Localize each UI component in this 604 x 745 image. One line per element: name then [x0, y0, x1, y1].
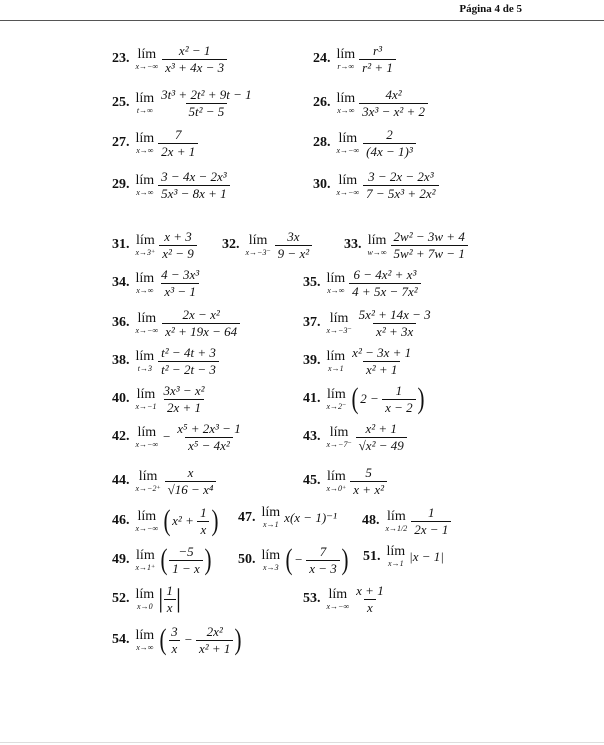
problem-49-denominator: 1 − x — [169, 560, 203, 576]
page-number-label: Página 4 de 5 — [459, 3, 522, 15]
problem-48-limit — [386, 510, 408, 533]
problem-34-numerator: 4 − 3x³ — [161, 267, 200, 282]
problem-35-limit — [327, 272, 346, 295]
problem-42-lim-subscript: x→−∞ — [135, 439, 159, 449]
problem-45-number: 45. — [303, 473, 321, 489]
problem-41-prefix: 2 − — [360, 391, 383, 407]
problem-34-lim-word: lím — [135, 270, 155, 286]
problem-50-lim-word: lím — [261, 547, 281, 563]
problem-48 — [362, 506, 451, 536]
problem-49-limit — [136, 549, 156, 572]
problem-54-lim-word: lím — [135, 627, 155, 643]
problem-45-limit — [327, 470, 347, 493]
problem-27-limit — [136, 132, 155, 155]
problem-50-close-paren: ) — [341, 543, 349, 577]
problem-40-fraction — [160, 384, 207, 414]
problem-27 — [112, 128, 198, 158]
problem-25-denominator: 5t² − 5 — [186, 103, 228, 119]
problem-24-numerator: r³ — [373, 43, 383, 58]
problem-29-fraction — [158, 170, 229, 200]
problem-34-denominator: x³ − 1 — [161, 283, 198, 299]
problem-42 — [112, 422, 244, 452]
problem-50-fraction — [306, 545, 340, 575]
problem-41-numerator: 1 — [395, 383, 403, 398]
problem-29-lim-word: lím — [135, 172, 155, 188]
problem-32-denominator: 9 − x² — [275, 245, 312, 261]
problem-35-number: 35. — [303, 275, 321, 291]
problem-36-limit — [136, 312, 159, 335]
problem-42-limit — [136, 426, 159, 449]
problem-46-denominator: x — [197, 521, 209, 537]
problem-52-lim-word: lím — [135, 586, 155, 602]
problem-26-lim-word: lím — [336, 90, 356, 106]
problem-41-denominator: x − 2 — [382, 399, 416, 415]
problem-42-number: 42. — [112, 429, 130, 445]
problem-49 — [112, 545, 213, 575]
problem-24-denominator: r² + 1 — [359, 59, 396, 75]
problem-39-lim-word: lím — [326, 348, 346, 364]
problem-34-limit — [136, 272, 155, 295]
problem-48-lim-subscript: x→1/2 — [385, 523, 408, 533]
problem-31 — [112, 230, 197, 260]
problem-49-lim-word: lím — [136, 547, 155, 563]
problem-38 — [112, 346, 219, 376]
problem-34 — [112, 268, 202, 298]
problem-44-number: 44. — [112, 473, 130, 489]
problem-37-numerator: 5x² + 14x − 3 — [358, 307, 431, 322]
problem-28-numerator: 2 — [386, 127, 393, 142]
problem-47-expression: x(x − 1)⁻¹ — [284, 509, 337, 525]
problem-44-limit — [136, 470, 161, 493]
problem-43-fraction — [356, 422, 407, 452]
problem-35-fraction — [349, 268, 420, 298]
problem-29-denominator: 5x³ − 8x + 1 — [158, 185, 229, 201]
problem-54 — [112, 625, 243, 655]
problem-40 — [112, 384, 208, 414]
problem-43-lim-word: lím — [329, 424, 349, 440]
problem-37-lim-subscript: x→−3⁻ — [326, 325, 352, 335]
problem-31-limit — [136, 234, 156, 257]
problem-42-numerator: x⁵ + 2x³ − 1 — [177, 421, 241, 436]
problem-45-fraction — [350, 466, 387, 496]
problem-27-lim-word: lím — [135, 130, 155, 146]
problem-53-lim-word: lím — [328, 586, 348, 602]
problem-44-lim-subscript: x→−2⁺ — [135, 483, 161, 493]
problem-34-lim-subscript: x→∞ — [136, 285, 154, 295]
problem-53 — [303, 584, 387, 614]
problem-44 — [112, 466, 216, 496]
problem-36 — [112, 308, 240, 338]
problem-44-denominator: √16 − x⁴ — [165, 481, 217, 497]
problem-25-fraction — [158, 88, 254, 118]
problem-39-numerator: x² − 3x + 1 — [352, 345, 412, 360]
problem-29-limit — [136, 174, 155, 197]
problem-49-numerator: −5 — [178, 544, 194, 559]
problem-35 — [303, 268, 421, 298]
problem-33-denominator: 5w² + 7w − 1 — [391, 245, 468, 261]
problem-50 — [238, 545, 350, 575]
problem-27-fraction — [158, 128, 198, 158]
problem-23-lim-subscript: x→−∞ — [135, 61, 159, 71]
problem-30-number: 30. — [313, 177, 331, 193]
problem-35-numerator: 6 − 4x² + x³ — [353, 267, 417, 282]
problem-50-lim-subscript: x→3 — [263, 562, 279, 572]
problem-46-lim-subscript: x→−∞ — [135, 523, 159, 533]
problem-39 — [303, 346, 414, 376]
problem-39-number: 39. — [303, 353, 321, 369]
problem-41-lim-subscript: x→2⁻ — [326, 401, 347, 411]
problem-44-numerator: x — [187, 465, 194, 480]
problem-30-limit — [337, 174, 360, 197]
problem-35-denominator: 4 + 5x − 7x² — [349, 283, 420, 299]
problem-52-close-bar: | — [175, 584, 182, 614]
problem-31-fraction — [159, 230, 196, 260]
problem-47 — [238, 506, 337, 529]
problem-33-lim-word: lím — [367, 232, 387, 248]
problem-24-fraction — [359, 44, 396, 74]
problem-32 — [222, 230, 312, 260]
problem-36-denominator: x² + 19x − 64 — [162, 323, 240, 339]
problem-31-numerator: x + 3 — [164, 229, 192, 244]
problem-52-denominator: x — [164, 599, 176, 615]
problem-53-limit — [327, 588, 350, 611]
problem-30-denominator: 7 − 5x³ + 2x² — [363, 185, 438, 201]
problem-39-limit — [327, 350, 346, 373]
problem-38-denominator: t² − 2t − 3 — [158, 361, 219, 377]
problem-26-denominator: 3x³ − x² + 2 — [359, 103, 428, 119]
problem-52 — [112, 584, 181, 614]
problem-33-limit — [368, 234, 387, 257]
problem-33 — [344, 230, 468, 260]
problem-30-fraction — [363, 170, 438, 200]
problem-50-open-paren: ( — [285, 543, 293, 577]
problem-43-numerator: x² + 1 — [365, 421, 397, 436]
problem-38-lim-word: lím — [135, 348, 155, 364]
problem-24-number: 24. — [313, 51, 331, 67]
problem-34-fraction — [158, 268, 202, 298]
problem-41-lim-word: lím — [327, 386, 346, 402]
bottom-divider — [0, 742, 604, 743]
problem-46-fraction — [197, 506, 210, 536]
problem-25-lim-word: lím — [135, 90, 155, 106]
problem-36-number: 36. — [112, 315, 130, 331]
problem-46-lim-word: lím — [137, 508, 157, 524]
problem-44-lim-word: lím — [138, 468, 158, 484]
problem-27-denominator: 2x + 1 — [158, 143, 198, 159]
problem-49-close-paren: ) — [204, 543, 212, 577]
problem-51-limit — [387, 545, 406, 568]
problem-25-number: 25. — [112, 95, 130, 111]
problem-46-open-paren: ( — [163, 504, 171, 538]
problem-24-limit — [337, 48, 356, 71]
problem-44-fraction — [165, 466, 217, 496]
problem-30-lim-word: lím — [338, 172, 358, 188]
problem-53-numerator: x + 1 — [356, 583, 384, 598]
problem-49-lim-subscript: x→1⁺ — [135, 562, 156, 572]
problem-32-limit — [246, 234, 271, 257]
problem-38-lim-subscript: t→3 — [137, 363, 152, 373]
problem-48-lim-word: lím — [387, 508, 406, 524]
problem-36-numerator: 2x − x² — [182, 307, 220, 322]
problem-30-lim-subscript: x→−∞ — [336, 187, 360, 197]
problem-41-number: 41. — [303, 391, 321, 407]
problem-45-lim-subscript: x→0⁺ — [326, 483, 347, 493]
problem-43-denominator: √x² − 49 — [356, 437, 407, 453]
problem-25-lim-subscript: t→∞ — [136, 105, 153, 115]
problem-33-number: 33. — [344, 237, 362, 253]
problem-39-fraction — [349, 346, 414, 376]
problem-53-denominator: x — [364, 599, 376, 615]
problem-24-lim-word: lím — [336, 46, 356, 62]
problem-31-number: 31. — [112, 237, 130, 253]
problem-46-prefix: x² + — [172, 513, 198, 529]
problem-40-denominator: 2x + 1 — [164, 399, 204, 415]
problem-27-numerator: 7 — [174, 127, 182, 142]
problem-28-lim-word: lím — [338, 130, 358, 146]
problem-37-limit — [327, 312, 352, 335]
problem-31-denominator: x² − 9 — [159, 245, 196, 261]
problem-53-lim-subscript: x→−∞ — [326, 601, 350, 611]
problem-45-denominator: x + x² — [350, 481, 387, 497]
problem-46 — [112, 506, 220, 536]
problem-46-limit — [136, 510, 159, 533]
problem-50-limit — [262, 549, 281, 572]
problem-47-lim-subscript: x→1 — [263, 520, 279, 529]
problem-51-number: 51. — [363, 548, 381, 564]
problem-31-lim-subscript: x→3⁺ — [135, 247, 156, 257]
problem-32-numerator: 3x — [287, 229, 300, 244]
problem-49-open-paren: ( — [160, 543, 168, 577]
problem-24 — [313, 44, 396, 74]
problem-54-second-numerator: 2x² — [206, 624, 223, 639]
problem-42-prefix: − — [162, 429, 175, 445]
problem-26-number: 26. — [313, 95, 331, 111]
problem-52-open-bar: | — [158, 584, 164, 614]
problem-33-lim-subscript: w→∞ — [367, 247, 387, 257]
problem-47-number: 47. — [238, 509, 256, 525]
page-header — [0, 2, 604, 21]
problem-27-lim-subscript: x→∞ — [136, 145, 154, 155]
problem-54-operator: − — [180, 632, 196, 648]
problem-26-numerator: 4x² — [385, 87, 402, 102]
problem-54-lim-subscript: x→∞ — [136, 642, 154, 652]
problem-33-numerator: 2w² − 3w + 4 — [393, 229, 465, 244]
problem-54-denominator: x — [169, 640, 181, 656]
problem-28-denominator: (4x − 1)³ — [363, 143, 416, 159]
problem-40-limit — [136, 388, 157, 411]
problem-51 — [363, 545, 444, 568]
problem-26 — [313, 88, 428, 118]
problem-47-lim-word: lím — [261, 505, 281, 520]
problem-26-limit — [337, 92, 356, 115]
problem-41-close-paren: ) — [417, 382, 425, 416]
problem-23-lim-word: lím — [137, 46, 157, 62]
problem-54-close-paren: ) — [234, 623, 242, 657]
problem-26-lim-subscript: x→∞ — [337, 105, 355, 115]
problem-39-lim-subscript: x→1 — [328, 363, 344, 373]
problem-48-fraction — [411, 506, 451, 536]
problem-23-denominator: x³ + 4x − 3 — [162, 59, 227, 75]
problem-54-number: 54. — [112, 632, 130, 648]
problem-52-numerator: 1 — [166, 583, 173, 598]
problem-48-numerator: 1 — [428, 505, 435, 520]
problem-53-fraction — [353, 584, 387, 614]
problem-34-number: 34. — [112, 275, 130, 291]
problem-28-limit — [337, 132, 360, 155]
problem-39-denominator: x² + 1 — [363, 361, 400, 377]
problem-35-lim-word: lím — [326, 270, 346, 286]
problem-29-number: 29. — [112, 177, 130, 193]
problem-30 — [313, 170, 439, 200]
problem-40-numerator: 3x³ − x² — [163, 383, 205, 398]
problem-31-lim-word: lím — [136, 232, 155, 248]
problem-54-open-paren: ( — [159, 623, 167, 657]
problem-32-lim-subscript: x→−3⁻ — [245, 247, 271, 257]
problem-32-number: 32. — [222, 237, 240, 253]
problem-37-number: 37. — [303, 315, 321, 331]
problem-48-number: 48. — [362, 513, 380, 529]
problem-40-number: 40. — [112, 391, 130, 407]
problem-28-number: 28. — [313, 135, 331, 151]
problem-45-lim-word: lím — [327, 468, 346, 484]
problem-37 — [303, 308, 434, 338]
problem-25-limit — [136, 92, 155, 115]
problem-42-fraction — [174, 422, 244, 452]
problem-30-numerator: 3 − 2x − 2x³ — [368, 169, 434, 184]
problem-41-limit — [327, 388, 347, 411]
problem-38-limit — [136, 350, 155, 373]
problem-52-lim-subscript: x→0 — [137, 601, 153, 611]
problem-52-fraction — [163, 584, 176, 614]
problem-29-numerator: 3 − 4x − 2x³ — [161, 169, 227, 184]
problem-23-number: 23. — [112, 51, 130, 67]
problem-50-number: 50. — [238, 552, 256, 568]
problem-45 — [303, 466, 387, 496]
problem-24-lim-subscript: r→∞ — [337, 61, 355, 71]
problem-43-number: 43. — [303, 429, 321, 445]
problem-29 — [112, 170, 230, 200]
problem-23-fraction — [162, 44, 227, 74]
problem-28 — [313, 128, 416, 158]
problem-36-fraction — [162, 308, 240, 338]
problem-35-lim-subscript: x→∞ — [327, 285, 345, 295]
problem-49-number: 49. — [112, 552, 130, 568]
problem-46-close-paren: ) — [211, 504, 219, 538]
problem-43 — [303, 422, 407, 452]
problem-41-open-paren: ( — [351, 382, 359, 416]
problem-52-limit — [136, 588, 155, 611]
problem-25-numerator: 3t³ + 2t² + 9t − 1 — [161, 87, 252, 102]
problem-41 — [303, 384, 426, 414]
problem-25 — [112, 88, 255, 118]
problem-54-second-fraction — [196, 625, 233, 655]
problem-23-limit — [136, 48, 159, 71]
problem-54-limit — [136, 629, 155, 652]
problem-46-number: 46. — [112, 513, 130, 529]
problem-32-fraction — [275, 230, 312, 260]
problem-28-fraction — [363, 128, 416, 158]
problem-53-number: 53. — [303, 591, 321, 607]
problem-36-lim-subscript: x→−∞ — [135, 325, 159, 335]
problem-47-limit — [262, 506, 281, 529]
problem-51-expression: |x − 1| — [409, 548, 444, 564]
problem-51-lim-subscript: x→1 — [388, 559, 404, 568]
problem-32-lim-word: lím — [248, 232, 268, 248]
problem-43-limit — [327, 426, 352, 449]
problem-40-lim-word: lím — [136, 386, 156, 402]
problem-36-lim-word: lím — [137, 310, 157, 326]
problem-50-prefix: − — [294, 552, 307, 568]
problem-29-lim-subscript: x→∞ — [136, 187, 154, 197]
problem-49-fraction — [169, 545, 203, 575]
problem-54-second-denominator: x² + 1 — [196, 640, 233, 656]
problem-46-numerator: 1 — [200, 505, 207, 520]
problem-23 — [112, 44, 227, 74]
problem-33-fraction — [391, 230, 468, 260]
problem-42-lim-word: lím — [137, 424, 157, 440]
problem-41-fraction — [382, 384, 416, 414]
problem-38-numerator: t² − 4t + 3 — [161, 345, 216, 360]
problem-38-fraction — [158, 346, 219, 376]
problem-38-number: 38. — [112, 353, 130, 369]
problem-52-number: 52. — [112, 591, 130, 607]
problem-54-fraction — [168, 625, 181, 655]
problem-54-numerator: 3 — [171, 624, 178, 639]
problem-40-lim-subscript: x→−1 — [135, 401, 157, 411]
problem-37-denominator: x² + 3x — [373, 323, 416, 339]
problem-23-numerator: x² − 1 — [178, 43, 211, 58]
problem-43-lim-subscript: x→−7⁻ — [326, 439, 352, 449]
problem-45-numerator: 5 — [365, 465, 372, 480]
problem-37-lim-word: lím — [329, 310, 349, 326]
problem-27-number: 27. — [112, 135, 130, 151]
problem-51-lim-word: lím — [386, 544, 406, 559]
problem-26-fraction — [359, 88, 428, 118]
problem-28-lim-subscript: x→−∞ — [336, 145, 360, 155]
problem-48-denominator: 2x − 1 — [411, 521, 451, 537]
problem-42-denominator: x⁵ − 4x² — [185, 437, 233, 453]
problem-50-numerator: 7 — [319, 544, 327, 559]
problem-37-fraction — [356, 308, 434, 338]
problem-50-denominator: x − 3 — [306, 560, 340, 576]
